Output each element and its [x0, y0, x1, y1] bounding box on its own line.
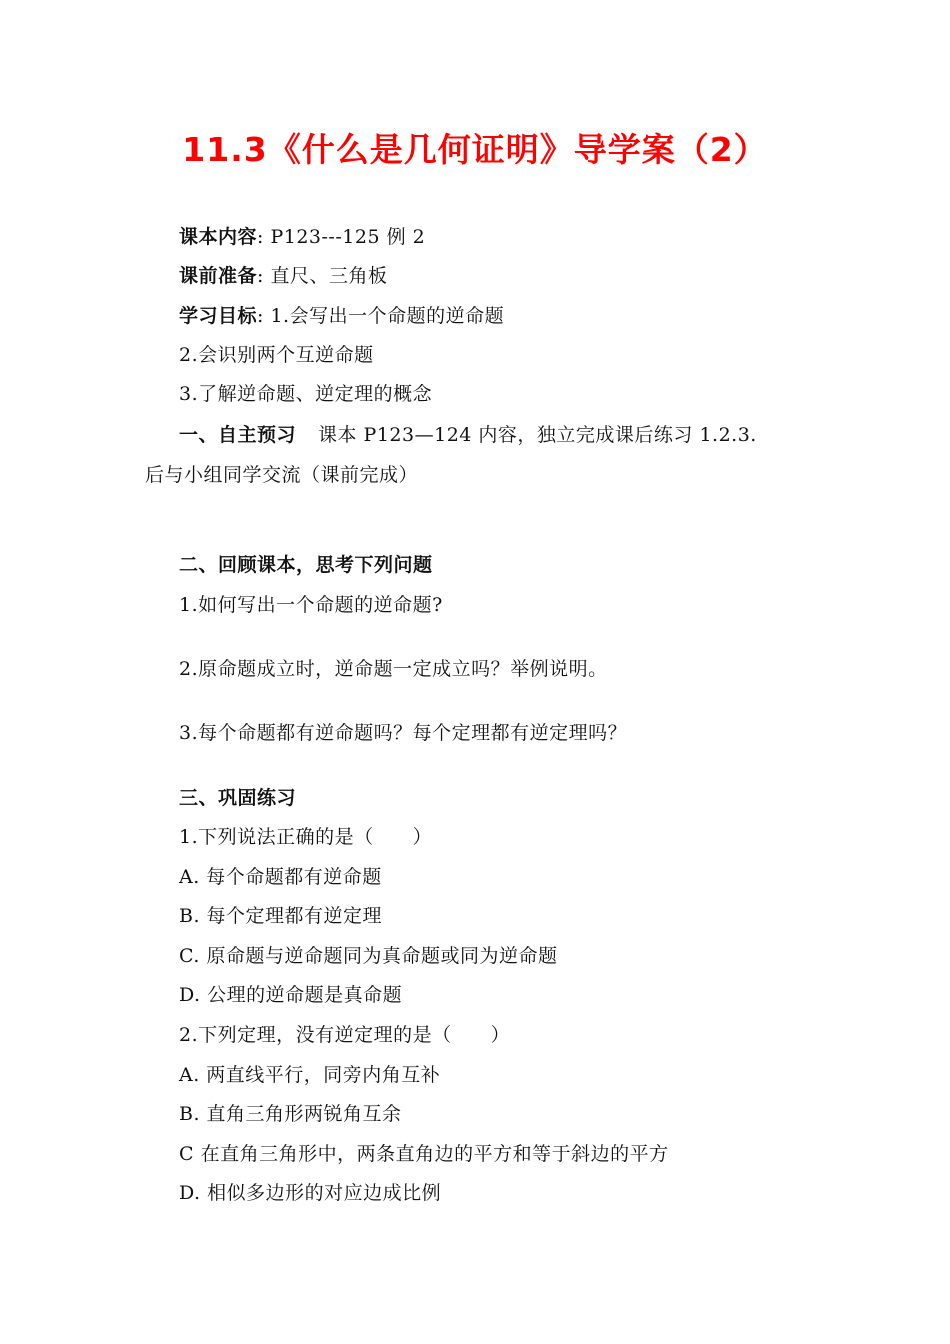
info-content-row [179, 224, 425, 250]
info-goal-row [179, 303, 504, 329]
exercise2-option-a: A. 两直线平行，同旁内角互补 [179, 1064, 441, 1086]
exercise2-option-d: D. 相似多边形的对应边成比例 [179, 1182, 442, 1204]
section3-heading: 三、巩固练习 [179, 787, 297, 809]
exercise1-option-a: A. 每个命题都有逆命题 [179, 866, 382, 888]
prep-label: 课前准备 [179, 265, 258, 287]
exercise2-stem: 2.下列定理，没有逆定理的是（ ） [179, 1024, 511, 1046]
section2-heading: 二、回顾课本，思考下列问题 [179, 554, 433, 576]
exercise2-option-c: C 在直角三角形中，两条直角边的平方和等于斜边的平方 [179, 1143, 669, 1165]
section1-heading: 一、自主预习 [179, 424, 297, 446]
content-value: : P123---125 例 2 [257, 226, 426, 248]
exercise1-option-b: B. 每个定理都有逆定理 [179, 905, 383, 927]
section2-question-1: 1.如何写出一个命题的逆命题? [179, 594, 443, 616]
exercise1-option-c: C. 原命题与逆命题同为真命题或同为逆命题 [179, 945, 558, 967]
section1-text-line2: 后与小组同学交流（课前完成） [145, 464, 419, 486]
exercise2-option-b: B. 直角三角形两锐角互余 [179, 1103, 402, 1125]
section1-row [179, 422, 757, 448]
goal-2: 2.会识别两个互逆命题 [179, 344, 374, 366]
goal-value-1: : 1.会写出一个命题的逆命题 [257, 305, 505, 327]
info-prep-row [179, 263, 387, 289]
goal-3: 3.了解逆命题、逆定理的概念 [179, 383, 433, 405]
prep-value: : 直尺、三角板 [257, 265, 388, 287]
exercise1-stem: 1.下列说法正确的是（ ） [179, 826, 433, 848]
page-title: 11.3《什么是几何证明》导学案（2） [182, 130, 768, 169]
section2-question-3: 3.每个命题都有逆命题吗？每个定理都有逆定理吗？ [179, 722, 628, 744]
goal-label: 学习目标 [179, 305, 258, 327]
exercise1-option-d: D. 公理的逆命题是真命题 [179, 984, 403, 1006]
section1-text-line1: 课本 P123—124 内容，独立完成课后练习 1.2.3. [318, 424, 757, 446]
content-label: 课本内容 [179, 226, 258, 248]
section2-question-2: 2.原命题成立时，逆命题一定成立吗？举例说明。 [179, 658, 608, 680]
